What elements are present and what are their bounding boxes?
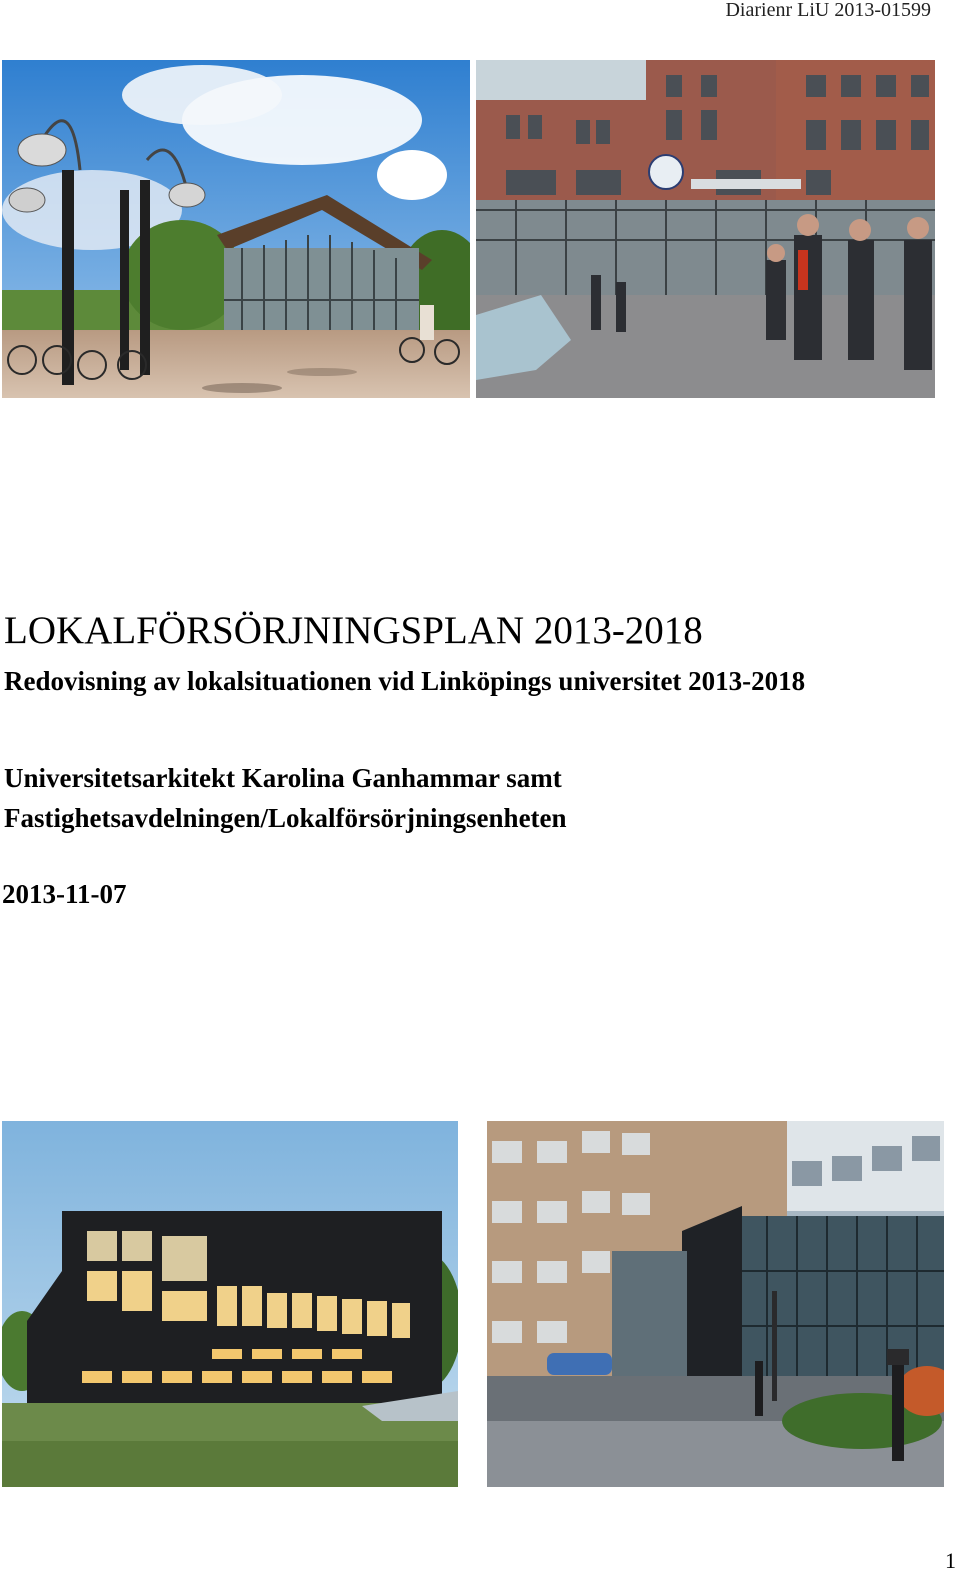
glass-entrance-photo	[487, 1121, 944, 1487]
black-building-photo	[2, 1121, 458, 1487]
campus-norrkoping-photo	[476, 60, 935, 398]
document-reference: Diarienr LiU 2013-01599	[725, 0, 931, 21]
author-line-2: Fastighetsavdelningen/Lokalförsörjningsenheten	[4, 803, 567, 833]
campus-library-photo	[2, 60, 470, 398]
page-number: 1	[945, 1548, 956, 1573]
author-line-1: Universitetsarkitekt Karolina Ganhammar samt	[4, 763, 562, 793]
document-subtitle: Redovisning av lokalsituationen vid Linköpings universitet 2013-2018	[4, 666, 806, 696]
document-title: LOKALFÖRSÖRJNINGSPLAN 2013-2018	[4, 609, 703, 652]
author-block	[4, 758, 567, 838]
document-date: 2013-11-07	[2, 879, 127, 909]
